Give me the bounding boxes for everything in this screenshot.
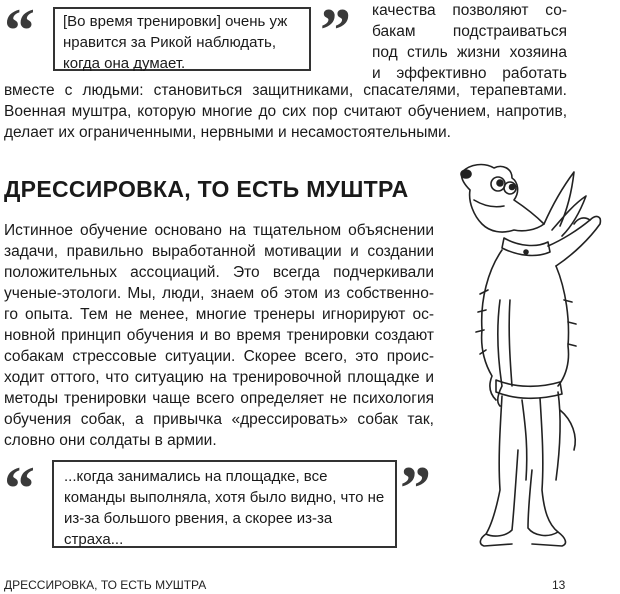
section-heading: ДРЕССИРОВКА, ТО ЕСТЬ МУШТРА bbox=[4, 176, 409, 202]
paragraph-line: положительных ассоциаций. Это всегда подчеркивали bbox=[4, 264, 434, 281]
bottom-quote-box bbox=[52, 460, 397, 548]
top-right-line: качества позволяют со- bbox=[372, 2, 567, 19]
page-number: 13 bbox=[552, 578, 566, 592]
paragraph-line: вместе с людьми: становиться защитниками, спасателями, терапевтами. bbox=[4, 82, 567, 99]
paragraph-line: методы тренировки чаще всего определяет не психология bbox=[4, 390, 434, 407]
section-paragraph bbox=[4, 220, 434, 451]
paragraph-line: задачи, правильно выработанной мотивации и создании bbox=[4, 243, 434, 260]
close-quote-mark-bottom: ” bbox=[400, 455, 425, 523]
top-right-text bbox=[372, 0, 567, 84]
top-paragraph bbox=[4, 80, 567, 143]
top-quote-text: [Во время тренировки] очень уж нравится за Рикой наблюдать, когда она думает. bbox=[63, 13, 288, 72]
paragraph-line: обучения собак, а привычка «дрессировать» собак так, bbox=[4, 411, 434, 428]
paragraph-line: новной принцип обучения и во время тренировки создают bbox=[4, 327, 434, 344]
paragraph-line: го опыта. Тем не менее, многие тренеры игнорируют ос- bbox=[4, 306, 434, 323]
paragraph-line: собакам стрессовые ситуации. Скорее всего, это проис- bbox=[4, 348, 434, 365]
paragraph-line: ученые-этологи. Мы, люди, знаем об этом из собственно- bbox=[4, 285, 434, 302]
paragraph-line: словно они солдаты в армии. bbox=[4, 432, 217, 449]
paragraph-line: Военная муштра, которую многие до сих пор считают обучением, напротив, bbox=[4, 103, 567, 120]
close-quote-mark-top: ” bbox=[320, 0, 345, 65]
paragraph-line: Истинное обучение основано на тщательном объяснении bbox=[4, 222, 434, 239]
top-quote-box bbox=[53, 7, 311, 71]
open-quote-mark-bottom: “ bbox=[4, 455, 29, 523]
top-right-line: бакам подстраиваться bbox=[372, 23, 567, 40]
paragraph-line: делает их ограниченными, нервными и несамостоятельными. bbox=[4, 124, 451, 141]
top-right-line: и эффективно работать bbox=[372, 65, 567, 82]
cartoon-dog-icon bbox=[440, 150, 615, 555]
paragraph-line: ходит оттого, что ситуацию на тренировочной площадке и bbox=[4, 369, 434, 386]
open-quote-mark-top: “ bbox=[4, 0, 29, 65]
bottom-quote-text: ...когда занимались на площадке, все команды выполняла, хотя было видно, что не из-за большого рвения, а скорее из-за страха... bbox=[64, 468, 385, 548]
footer-section-title: ДРЕССИРОВКА, ТО ЕСТЬ МУШТРА bbox=[4, 578, 207, 592]
top-right-line: под стиль жизни хозяина bbox=[372, 44, 567, 61]
